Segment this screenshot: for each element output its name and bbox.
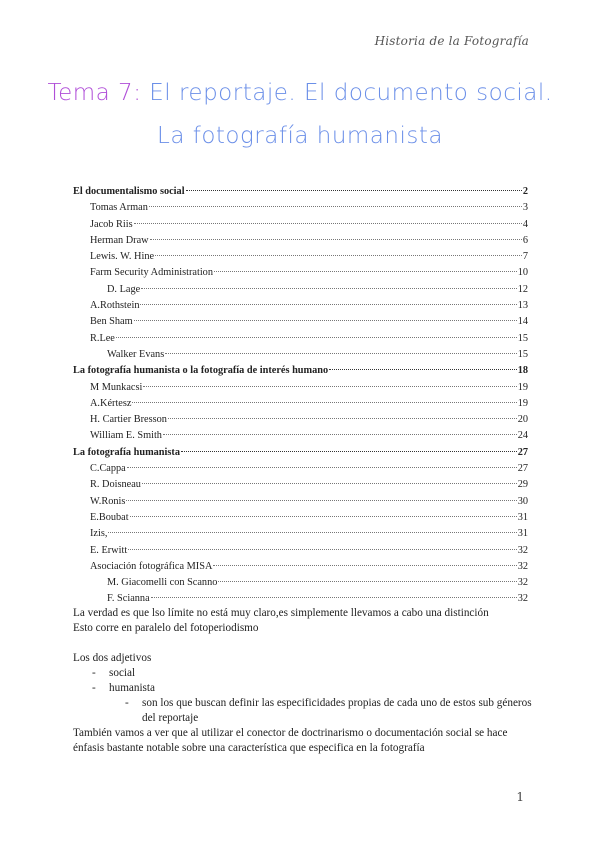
page-number: 1 xyxy=(516,790,524,804)
toc-entry-title: William E. Smith xyxy=(90,430,162,442)
toc-entry-title: M Munkacsi xyxy=(90,381,143,393)
bullet-marker: - xyxy=(92,667,96,679)
toc-entry-page: 32 xyxy=(517,544,528,556)
toc-leader-dots xyxy=(186,190,522,191)
toc-leader-dots xyxy=(134,320,517,321)
toc-entry[interactable] xyxy=(73,217,528,233)
toc-entry[interactable] xyxy=(73,298,528,314)
toc-leader-dots xyxy=(168,418,517,419)
list-item-text: humanista xyxy=(109,682,155,694)
toc-leader-dots xyxy=(134,223,522,224)
toc-leader-dots xyxy=(150,239,522,240)
toc-leader-dots xyxy=(116,337,517,338)
toc-entry-title: W.Ronis xyxy=(90,495,126,507)
paragraph: También vamos a ver que al utilizar el conector de doctrinarismo o documentación social se hace énfasis bastante notable sobre una característica que especifica en la fotografía xyxy=(73,727,508,754)
paragraph: Los dos adjetivos xyxy=(73,652,152,664)
toc-entry[interactable] xyxy=(73,543,528,559)
toc-entry-page: 32 xyxy=(517,577,528,589)
toc-entry-title: Tomas Arman xyxy=(90,202,148,214)
list-item-text: social xyxy=(109,667,136,679)
toc-leader-dots xyxy=(151,597,517,598)
toc-entry-title: Asociación fotográfica MISA xyxy=(90,560,213,572)
body-text xyxy=(73,606,533,756)
toc-entry[interactable] xyxy=(73,510,528,526)
toc-entry[interactable] xyxy=(73,380,528,396)
bullet-marker: - xyxy=(125,697,129,709)
toc-leader-dots xyxy=(214,271,517,272)
paragraph: Esto corre en paralelo del fotoperiodismo xyxy=(73,622,259,634)
toc-entry-page: 32 xyxy=(517,560,528,572)
toc-entry[interactable] xyxy=(73,233,528,249)
toc-entry-page: 30 xyxy=(517,495,528,507)
document-title-line1 xyxy=(0,80,600,106)
toc-entry[interactable] xyxy=(73,412,528,428)
toc-leader-dots xyxy=(163,434,517,435)
toc-leader-dots xyxy=(141,288,517,289)
toc-entry-title: E. Erwitt xyxy=(90,544,128,556)
toc-entry-title: Walker Evans xyxy=(107,348,165,360)
toc-entry-title: F. Scianna xyxy=(107,593,150,605)
toc-entry-title: Ben Sham xyxy=(90,316,133,328)
toc-entry[interactable] xyxy=(73,200,528,216)
running-header: Historia de la Fotografía xyxy=(374,34,529,48)
list-item xyxy=(73,666,533,681)
toc-entry[interactable] xyxy=(73,559,528,575)
toc-entry-page: 29 xyxy=(517,479,528,491)
toc-entry-page: 7 xyxy=(522,251,528,263)
toc-entry-title: H. Cartier Bresson xyxy=(90,414,167,426)
toc-leader-dots xyxy=(143,386,516,387)
toc-leader-dots xyxy=(142,483,517,484)
toc-entry-page: 27 xyxy=(517,463,528,475)
toc-entry-title: A.Kértesz xyxy=(90,397,132,409)
toc-entry[interactable] xyxy=(73,428,528,444)
toc-entry-page: 31 xyxy=(517,528,528,540)
toc-entry-page: 15 xyxy=(517,332,528,344)
list-item xyxy=(73,681,533,696)
toc-entry-page: 18 xyxy=(517,365,528,377)
toc-entry-page: 32 xyxy=(517,593,528,605)
toc-entry[interactable] xyxy=(73,477,528,493)
toc-entry[interactable] xyxy=(73,461,528,477)
toc-leader-dots xyxy=(132,402,516,403)
toc-leader-dots xyxy=(126,500,516,501)
paragraph: La verdad es que lso límite no está muy claro,es simplemente llevamos a cabo una distinción xyxy=(73,607,489,619)
toc-leader-dots xyxy=(155,255,522,256)
toc-entry[interactable] xyxy=(73,265,528,281)
toc-entry[interactable] xyxy=(73,347,528,363)
toc-entry-title: Farm Security Administration xyxy=(90,267,213,279)
toc-entry-title: E.Boubat xyxy=(90,511,129,523)
toc-leader-dots xyxy=(128,549,517,550)
toc-entry-title: R. Doisneau xyxy=(90,479,141,491)
toc-entry-page: 24 xyxy=(517,430,528,442)
toc-leader-dots xyxy=(181,451,517,452)
toc-entry-page: 14 xyxy=(517,316,528,328)
toc-entry-page: 19 xyxy=(517,381,528,393)
sub-list-item xyxy=(73,696,533,726)
toc-leader-dots xyxy=(108,532,516,533)
document-title-line2: La fotografía humanista xyxy=(157,123,443,149)
toc-entry-page: 20 xyxy=(517,414,528,426)
toc-entry-title: D. Lage xyxy=(107,283,141,295)
toc-entry-page: 13 xyxy=(517,300,528,312)
toc-entry-page: 15 xyxy=(517,348,528,360)
toc-leader-dots xyxy=(149,206,522,207)
toc-entry-title: Lewis. W. Hine xyxy=(90,251,155,263)
toc-entry[interactable] xyxy=(73,396,528,412)
toc-entry[interactable] xyxy=(73,494,528,510)
toc-entry-title: C.Cappa xyxy=(90,463,126,475)
toc-entry-title: La fotografía humanista o la fotografía de interés humano xyxy=(73,365,329,377)
toc-entry[interactable] xyxy=(73,282,528,298)
toc-leader-dots xyxy=(329,369,517,370)
toc-leader-dots xyxy=(213,565,516,566)
toc-entry-title: M. Giacomelli con Scanno xyxy=(107,577,218,589)
toc-entry-page: 10 xyxy=(517,267,528,279)
title-main: El reportaje. El documento social. xyxy=(149,80,553,106)
toc-entry-title: El documentalismo social xyxy=(73,186,185,197)
toc-entry-page: 19 xyxy=(517,397,528,409)
toc-entry-title: Jacob Riis xyxy=(90,218,133,230)
toc-leader-dots xyxy=(130,516,517,517)
toc-entry-title: Izis, xyxy=(90,528,108,540)
toc-entry-title: La fotografía humanista xyxy=(73,446,180,458)
bullet-marker: - xyxy=(92,682,96,694)
toc-leader-dots xyxy=(165,353,516,354)
toc-entry-page: 2 xyxy=(522,186,528,197)
toc-entry[interactable] xyxy=(73,331,528,347)
toc-entry[interactable] xyxy=(73,526,528,542)
toc-entry[interactable] xyxy=(73,363,528,379)
toc-leader-dots xyxy=(127,467,517,468)
toc-entry[interactable] xyxy=(73,575,528,591)
table-of-contents xyxy=(73,184,528,608)
toc-entry-page: 27 xyxy=(517,446,528,458)
toc-entry-title: A.Rothstein xyxy=(90,300,140,312)
toc-entry-page: 4 xyxy=(522,218,528,230)
toc-entry-page: 6 xyxy=(522,234,528,246)
list-item-text: son los que buscan definir las especificidades propias de cada uno de estos sub géneros del reportaje xyxy=(142,697,532,724)
toc-entry-page: 31 xyxy=(517,511,528,523)
toc-entry-page: 12 xyxy=(517,283,528,295)
toc-entry[interactable] xyxy=(73,249,528,265)
toc-leader-dots xyxy=(140,304,516,305)
toc-leader-dots xyxy=(218,581,516,582)
toc-entry-title: R.Lee xyxy=(90,332,115,344)
toc-entry[interactable] xyxy=(73,314,528,330)
toc-entry[interactable] xyxy=(73,184,528,200)
toc-entry-title: Herman Draw xyxy=(90,234,149,246)
title-prefix: Tema 7: xyxy=(47,80,142,106)
toc-entry-page: 3 xyxy=(522,202,528,214)
toc-entry[interactable] xyxy=(73,445,528,461)
